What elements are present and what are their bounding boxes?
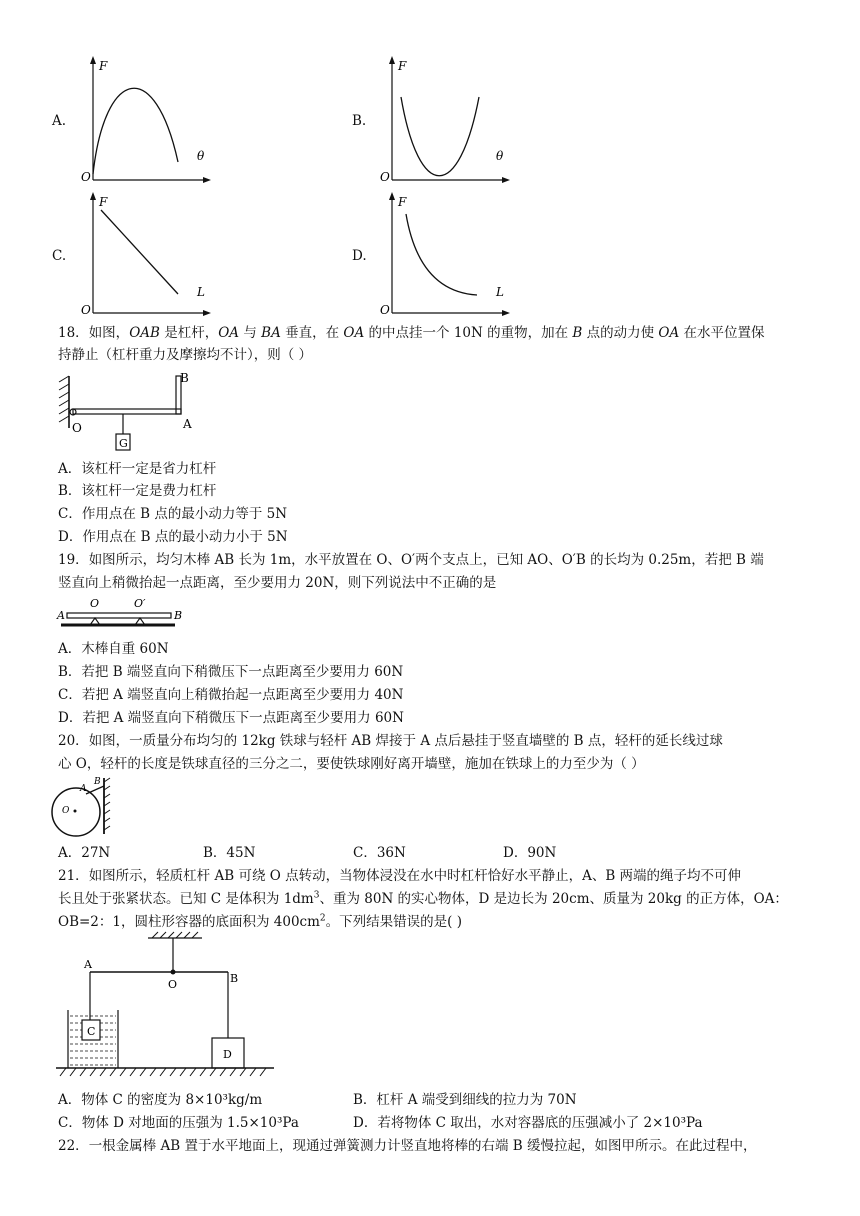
q19-number: 19． bbox=[58, 552, 89, 568]
q18-label-a: A bbox=[183, 417, 192, 431]
q18-stem-line2: 持静止（杠杆重力及摩擦均不计），则（ ） bbox=[58, 347, 313, 363]
q19-option-b: B．若把 B 端竖直向下稍微压下一点距离至少要用力 60N bbox=[58, 664, 404, 680]
q20-number: 20． bbox=[58, 733, 89, 749]
q17-curve-decay bbox=[406, 214, 477, 295]
q21-label-c: C bbox=[87, 1025, 96, 1038]
q21-option-a: A．物体 C 的密度为 8×10³kg/m bbox=[58, 1092, 263, 1108]
q20-option-b: B．45N bbox=[203, 845, 256, 861]
q18-figure bbox=[55, 368, 215, 458]
q17-curve-valley bbox=[401, 97, 479, 176]
q17-option-b-letter: B. bbox=[352, 113, 367, 129]
q19-stem-line1: 19．如图所示，均匀木棒 AB 长为 1m，水平放置在 O、O′两个支点上，已知 AO、O′B 的长均为 0.25m，若把 B 端 bbox=[58, 552, 764, 568]
q20-option-d: D．90N bbox=[503, 845, 557, 861]
q22-stem-line1: 22．一根金属棒 AB 置于水平地面上，现通过弹簧测力计竖直地将棒的右端 B 缓慢拉起，如图甲所示。在此过程中， bbox=[58, 1138, 757, 1154]
q17-a-ylabel: F bbox=[99, 59, 108, 73]
q21-label-a: A bbox=[84, 958, 92, 971]
q18-label-b: B bbox=[180, 371, 189, 385]
q19-option-c: C．若把 A 端竖直向上稍微抬起一点距离至少要用力 40N bbox=[58, 687, 404, 703]
q19-stem-line2: 竖直向上稍微抬起一点距离，至少要用力 20N，则下列说法中不正确的是 bbox=[58, 575, 497, 591]
q19-option-d: D．若把 A 端竖直向下稍微压下一点距离至少要用力 60N bbox=[58, 710, 404, 726]
q20-option-a: A．27N bbox=[58, 845, 111, 861]
q21-option-b: B．杠杆 A 端受到细线的拉力为 70N bbox=[353, 1092, 577, 1108]
q18-option-d: D．作用点在 B 点的最小动力小于 5N bbox=[58, 529, 288, 545]
q18-stem-line1: 18．如图，OAB 是杠杆，OA 与 BA 垂直，在 OA 的中点挂一个 10N 的重物，加在 B 点的动力使 OA 在水平位置保 bbox=[58, 325, 765, 341]
q18-number: 18． bbox=[58, 325, 89, 341]
q17-d-xlabel: L bbox=[496, 285, 504, 299]
q18-option-c: C．作用点在 B 点的最小动力等于 5N bbox=[58, 506, 288, 522]
q17-c-origin: O bbox=[81, 303, 91, 317]
q17-c-ylabel: F bbox=[99, 195, 108, 209]
q17-graph-c bbox=[75, 188, 215, 323]
q17-d-origin: O bbox=[380, 303, 390, 317]
q17-a-xlabel: θ bbox=[197, 149, 205, 163]
q17-option-a-letter: A. bbox=[52, 113, 67, 129]
q20-label-a: A bbox=[80, 784, 87, 794]
q17-option-d-letter: D. bbox=[352, 248, 367, 264]
q17-curve-line bbox=[101, 210, 178, 294]
q19-label-o2: O′ bbox=[134, 597, 146, 610]
q21-stem-line2: 长且处于张紧状态。已知 C 是体积为 $1dm^3$、重为 80N 的实心物体，D 是边长为 20cm、质量为 20kg 的正方体，OA： bbox=[58, 890, 788, 907]
q17-b-ylabel: F bbox=[398, 59, 407, 73]
q21-figure bbox=[52, 930, 282, 1082]
q20-label-b: B bbox=[94, 777, 101, 787]
q19-option-a: A．木棒自重 60N bbox=[58, 641, 169, 657]
q22-number: 22． bbox=[58, 1138, 89, 1154]
q21-label-d: D bbox=[223, 1048, 232, 1061]
q17-curve-arch bbox=[93, 88, 178, 174]
q17-d-ylabel: F bbox=[398, 195, 407, 209]
q17-b-origin: O bbox=[380, 170, 390, 184]
q17-option-c-letter: C. bbox=[52, 248, 67, 264]
q21-stem-line1: 21．如图所示，轻质杠杆 AB 可绕 O 点转动，当物体浸没在水中时杠杆恰好水平静止，A、B 两端的绳子均不可伸 bbox=[58, 868, 742, 884]
q19-label-o: O bbox=[90, 597, 100, 610]
q19-label-a: A bbox=[57, 609, 65, 622]
q17-graph-a bbox=[75, 52, 215, 187]
q20-stem-line1: 20．如图，一质量分布均匀的 12kg 铁球与轻杆 AB 焊接于 A 点后悬挂于竖直墙壁的 B 点，轻杆的延长线过球 bbox=[58, 733, 723, 749]
q17-a-origin: O bbox=[81, 170, 91, 184]
q21-stem-line3: OB=2：1，圆柱形容器的底面积为 $400cm^2$。下列结果错误的是( ) bbox=[58, 913, 462, 930]
q17-graph-b bbox=[374, 52, 514, 187]
q21-option-c: C．物体 D 对地面的压强为 1.5×10³Pa bbox=[58, 1115, 299, 1131]
q21-number: 21． bbox=[58, 868, 89, 884]
q17-b-xlabel: θ bbox=[496, 149, 504, 163]
q17-graph-d bbox=[374, 188, 514, 323]
q19-label-b: B bbox=[174, 609, 183, 622]
q20-label-o: O bbox=[62, 806, 70, 816]
q21-label-b: B bbox=[230, 972, 239, 985]
q18-label-g: G bbox=[119, 437, 128, 450]
q17-c-xlabel: L bbox=[197, 285, 205, 299]
q20-stem-line2: 心 O，轻杆的长度是铁球直径的三分之二，要使铁球刚好离开墙壁，施加在铁球上的力至少为（ ） bbox=[58, 756, 645, 772]
q21-label-o: O bbox=[168, 978, 178, 991]
q18-label-o: O bbox=[72, 421, 82, 435]
q20-figure bbox=[50, 776, 112, 838]
q19-figure bbox=[55, 596, 185, 636]
q18-option-a: A．该杠杆一定是省力杠杆 bbox=[58, 461, 217, 477]
q18-option-b: B．该杠杆一定是费力杠杆 bbox=[58, 483, 217, 499]
q20-option-c: C．36N bbox=[353, 845, 406, 861]
q21-option-d: D．若将物体 C 取出，水对容器底的压强减小了 2×10³Pa bbox=[353, 1115, 703, 1131]
